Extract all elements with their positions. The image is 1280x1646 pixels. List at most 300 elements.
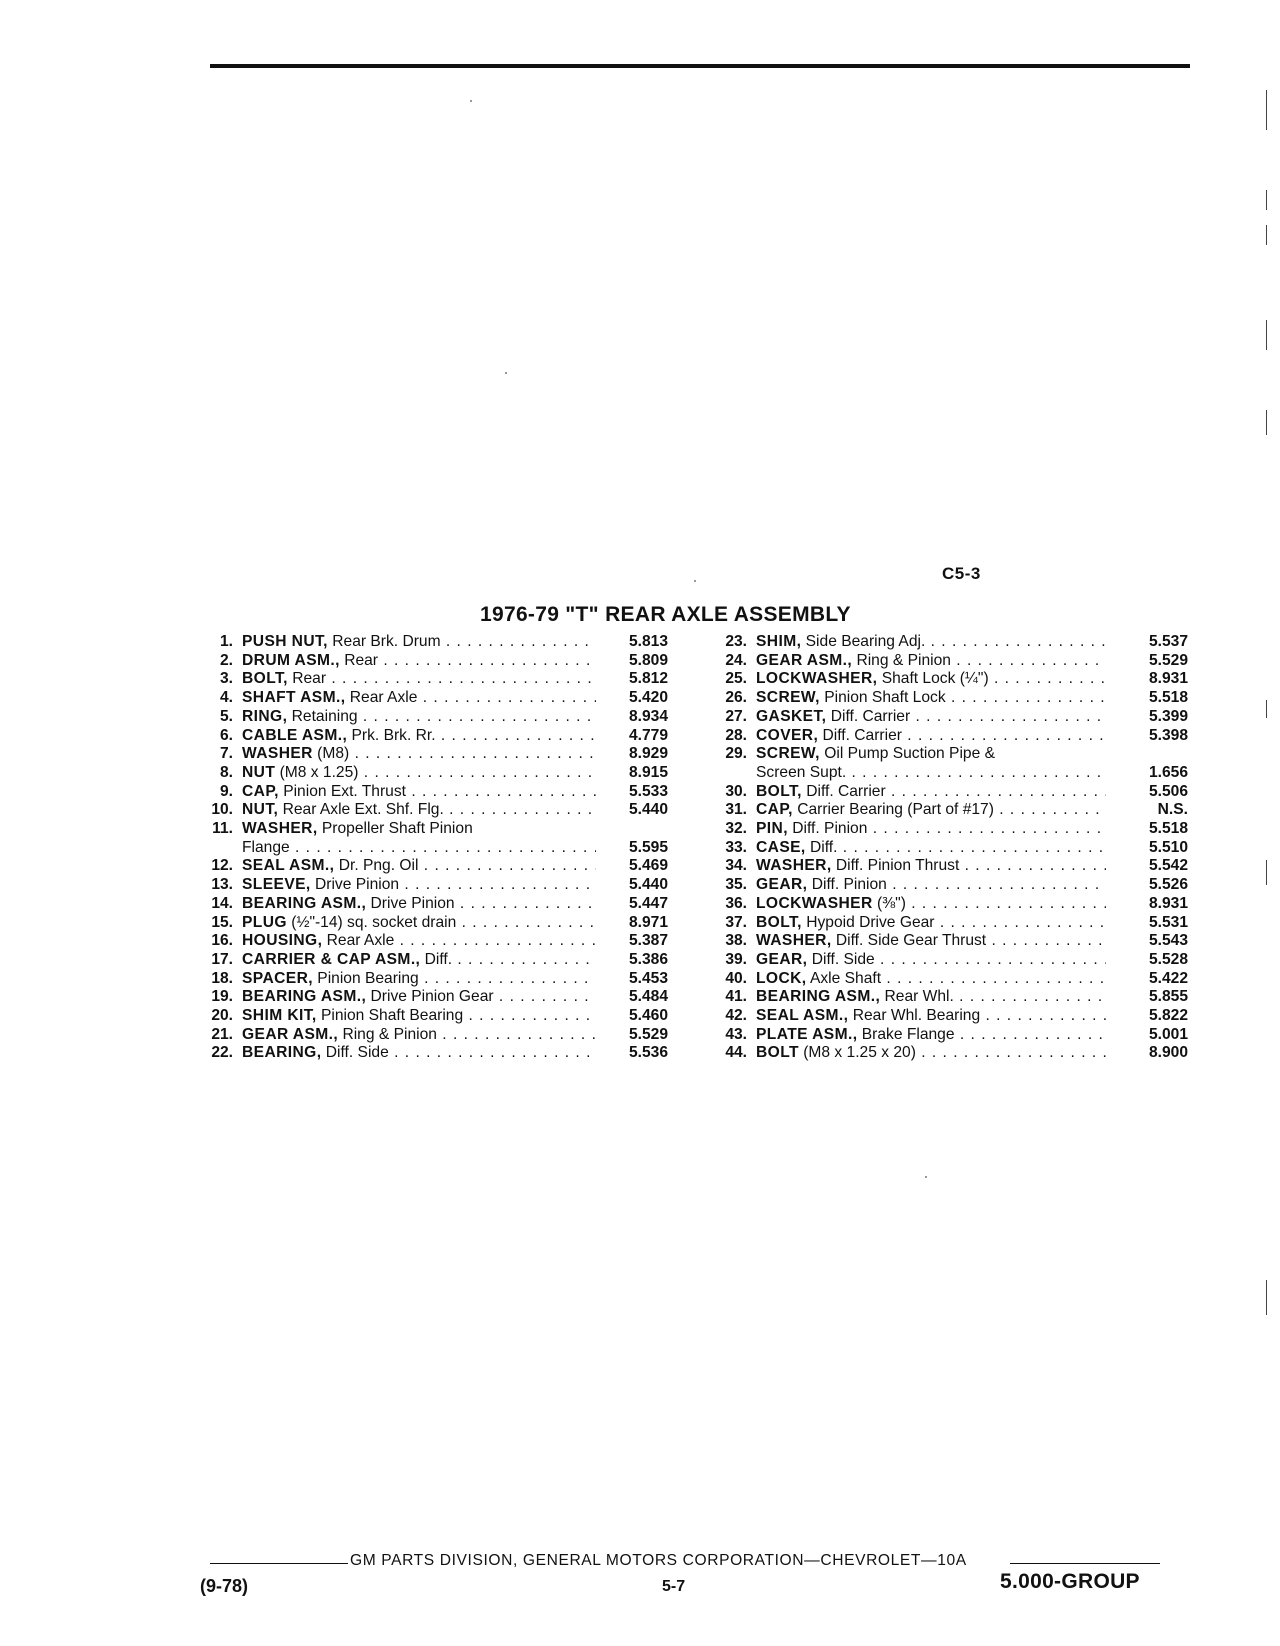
part-row [196,652,668,671]
leader-dots [994,801,1106,818]
part-row [710,876,1188,895]
group-number: 5.526 [1148,876,1188,894]
scan-speck [470,100,472,102]
parts-list-left [196,633,668,1063]
part-number: 16. [211,932,233,950]
part-name: BOLT [756,1044,799,1062]
part-name: CASE, [756,838,806,856]
part-number: 40. [725,969,747,987]
part-description [756,652,1106,671]
leader-dots [399,876,596,893]
part-name: WASHER, [242,820,318,838]
part-detail: Rear Whl. Bearing [848,1007,981,1025]
part-name: SEAL ASM., [242,857,335,875]
group-number: 5.595 [628,838,668,856]
part-description [242,839,596,858]
group-number: 5.529 [628,1025,668,1043]
part-description [756,708,1106,727]
part-detail: Shaft Lock (¼") [877,670,989,688]
group-number: 5.528 [1148,950,1188,968]
part-detail: Drive Pinion [366,894,455,912]
part-number: 7. [219,745,233,763]
part-description [756,727,1106,746]
group-number: 5.542 [1148,857,1188,875]
part-name: BEARING ASM., [242,988,367,1006]
group-number: 5.533 [628,782,668,800]
top-rule [210,64,1190,68]
part-description [242,689,596,708]
footer-credit: GM PARTS DIVISION, GENERAL MOTORS CORPORATION—CHEVROLET—10A [350,1552,967,1569]
part-name: WASHER, [756,857,832,875]
part-row [710,801,1188,820]
part-description [242,764,596,783]
part-detail: Axle Shaft [806,969,882,987]
part-name: SHIM KIT, [242,1007,317,1025]
leader-dots [394,932,596,949]
part-detail: Screen Supt. [756,763,847,781]
group-number: 8.934 [628,707,668,725]
scan-speck [694,580,696,582]
part-row [196,1007,668,1026]
part-row [196,1026,668,1045]
part-number: 12. [211,857,233,875]
part-detail: Rear [339,651,378,669]
part-name: BOLT, [242,670,288,688]
part-detail: Diff. Pinion Thrust [831,857,960,875]
part-name: GASKET, [756,707,827,725]
part-description [756,764,1106,783]
leader-dots [954,988,1106,1005]
part-row [710,633,1188,652]
part-row [196,633,668,652]
part-row [196,1044,668,1063]
leader-dots [875,951,1106,968]
leader-dots [951,652,1106,669]
part-detail: Diff. Carrier [801,782,886,800]
part-description [242,820,596,839]
leader-dots [881,970,1106,987]
part-detail: Rear Axle [322,932,395,950]
leader-dots [867,820,1106,837]
leader-dots [986,932,1106,949]
part-detail: Ring & Pinion [338,1025,437,1043]
page-title: 1976-79 "T" REAR AXLE ASSEMBLY [480,603,851,626]
scan-edge-mark [1266,700,1267,718]
part-description [242,1007,596,1026]
group-number: 5.855 [1148,988,1188,1006]
part-description [756,988,1106,1007]
group-number: 5.420 [628,689,668,707]
part-number: 35. [725,876,747,894]
leader-dots [349,745,596,762]
leader-dots [358,708,596,725]
part-name: NUT [242,763,276,781]
part-number: 41. [725,988,747,1006]
part-row [196,988,668,1007]
part-description [756,1007,1106,1026]
part-detail: Rear Whl. [880,988,954,1006]
part-description [242,745,596,764]
group-number: 8.931 [1148,670,1188,688]
part-description [756,801,1106,820]
part-detail: Oil Pump Suction Pipe & [819,745,996,763]
group-number: 5.398 [1148,726,1188,744]
part-description [242,951,596,970]
part-name: BEARING, [242,1044,322,1062]
group-number: 5.399 [1148,707,1188,725]
part-row [710,689,1188,708]
part-detail: (M8 x 1.25 x 20) [798,1044,916,1062]
part-description [756,633,1106,652]
leader-dots [906,895,1106,912]
part-number: 34. [725,857,747,875]
part-name: CARRIER & CAP ASM., [242,950,421,968]
group-number: 1.656 [1148,763,1188,781]
group-number: 5.536 [628,1044,668,1062]
leader-dots [494,988,596,1005]
part-number: 33. [725,838,747,856]
part-detail: Rear Brk. Drum [327,633,441,650]
part-name: CAP, [756,801,793,819]
part-number: 11. [212,820,233,838]
part-description [242,857,596,876]
part-number: 30. [725,782,747,800]
part-detail: Diff. Carrier [826,707,911,725]
scan-edge-mark [1266,190,1267,210]
part-detail: Pinion Shaft Bearing [316,1007,464,1025]
part-number: 39. [725,950,747,968]
group-number: 5.822 [1148,1007,1188,1025]
leader-dots [444,801,596,818]
part-detail: Diff. [420,950,453,968]
part-number: 8. [219,763,233,781]
part-name: WASHER [242,745,313,763]
group-number: 5.484 [628,988,668,1006]
part-row [710,670,1188,689]
part-row [710,1044,1188,1063]
part-description [756,876,1106,895]
group-number: 5.537 [1148,633,1188,650]
scan-edge-mark [1266,90,1267,130]
figure-code: C5-3 [942,564,981,583]
part-detail: (M8) [312,745,350,763]
part-number: 32. [725,820,747,838]
part-detail: Diff. Pinion [787,820,868,838]
part-detail: Retaining [287,707,358,725]
scan-edge-mark [1266,1280,1267,1315]
part-name: SCREW, [756,745,820,763]
part-name: SPACER, [242,969,313,987]
group-number: 5.529 [1148,651,1188,669]
part-name: DRUM ASM., [242,651,340,669]
part-row [196,839,668,858]
group-number: 5.422 [1148,969,1188,987]
part-description [242,1044,596,1063]
part-description [756,783,1106,802]
group-number: 5.387 [628,932,668,950]
part-row [710,970,1188,989]
group-number: 8.915 [628,763,668,781]
part-name: CAP, [242,782,279,800]
part-number: 5. [219,707,233,725]
part-detail: Drive Pinion Gear [366,988,494,1006]
part-number: 20. [211,1007,233,1025]
leader-dots [916,1044,1106,1061]
part-row [196,857,668,876]
part-name: GEAR, [756,950,808,968]
part-description [242,801,596,820]
part-detail: Diff. Side [321,1044,389,1062]
part-description [756,820,1106,839]
part-detail: Diff. Pinion [807,876,887,894]
part-number: 17. [211,950,233,968]
part-number: 3. [219,670,233,688]
part-row [196,876,668,895]
part-number: 15. [211,913,233,931]
part-row [196,708,668,727]
leader-dots [378,652,596,669]
footer-date-code: (9-78) [200,1576,249,1596]
part-name: GEAR ASM., [242,1025,339,1043]
part-detail: Diff. [805,838,838,856]
leader-dots [455,895,596,912]
leader-dots [902,727,1106,744]
group-number: 5.440 [628,801,668,819]
part-row [196,801,668,820]
part-row [710,839,1188,858]
part-row [710,914,1188,933]
group-number: 5.812 [628,670,668,688]
part-description [242,970,596,989]
part-description [756,895,1106,914]
part-detail: (M8 x 1.25) [275,763,359,781]
group-number: 5.506 [1148,782,1188,800]
part-row [710,951,1188,970]
part-description [756,745,1106,764]
leader-dots [419,970,596,987]
part-row [710,820,1188,839]
part-number: 14. [211,894,233,912]
part-name: PLATE ASM., [756,1025,858,1043]
group-number: 5.813 [628,633,668,650]
part-description [756,839,1106,858]
part-row [710,783,1188,802]
group-number: 8.971 [628,913,668,931]
part-name: BEARING ASM., [242,894,367,912]
part-row [196,932,668,951]
part-name: HOUSING, [242,932,323,950]
part-row [710,988,1188,1007]
part-name: PUSH NUT, [242,633,328,650]
part-description [756,951,1106,970]
part-detail: Ring & Pinion [852,651,951,669]
part-name: RING, [242,707,288,725]
leader-dots [326,670,596,687]
leader-dots [925,633,1106,650]
part-name: WASHER, [756,932,832,950]
scan-edge-mark [1266,860,1267,885]
part-number: 43. [725,1025,747,1043]
leader-dots [418,857,596,874]
part-row [710,745,1188,764]
part-description [756,970,1106,989]
part-number: 28. [725,726,747,744]
part-number: 27. [725,707,747,725]
leader-dots [955,1026,1106,1043]
part-name: LOCKWASHER, [756,670,878,688]
part-number: 38. [725,932,747,950]
leader-dots [437,1026,596,1043]
leader-dots [441,633,596,650]
part-detail: Drive Pinion [310,876,400,894]
part-number: 23. [725,633,747,650]
part-detail: Prk. Brk. Rr. [347,726,436,744]
part-row [196,951,668,970]
part-number: 37. [725,913,747,931]
part-name: LOCK, [756,969,807,987]
group-number: 5.469 [628,857,668,875]
leader-dots [980,1007,1106,1024]
part-detail: Pinion Ext. Thrust [278,782,406,800]
part-name: PLUG [242,913,287,931]
part-name: NUT, [242,801,279,819]
footer-group-label: 5.000-GROUP [1000,1570,1140,1593]
part-number: 10. [211,801,233,819]
part-detail: (½"-14) sq. socket drain [286,913,457,931]
part-row [196,727,668,746]
scan-speck [925,1176,927,1178]
part-name: SLEEVE, [242,876,311,894]
leader-dots [436,727,596,744]
part-number: 22. [211,1044,233,1062]
part-row [710,708,1188,727]
footer-page-number: 5-7 [662,1578,686,1595]
part-name: GEAR ASM., [756,651,853,669]
part-name: BOLT, [756,913,802,931]
part-row [710,764,1188,783]
scan-edge-mark [1266,320,1267,350]
part-row [710,1026,1188,1045]
leader-dots [910,708,1106,725]
part-detail: Rear Axle Ext. Shf. Flg. [278,801,444,819]
part-detail: Pinion Bearing [312,969,419,987]
part-name: CABLE ASM., [242,726,348,744]
group-number: 5.386 [628,950,668,968]
group-number: 5.543 [1148,932,1188,950]
part-detail: Rear [287,670,327,688]
part-detail: Carrier Bearing (Part of #17) [792,801,994,819]
part-row [196,895,668,914]
part-number: 13. [211,876,233,894]
part-number: 44. [725,1044,747,1062]
part-name: LOCKWASHER [756,894,873,912]
part-description [242,783,596,802]
part-number: 31. [725,801,747,819]
part-detail: Brake Flange [857,1025,955,1043]
leader-dots [989,670,1106,687]
part-row [196,745,668,764]
leader-dots [463,1007,596,1024]
part-row [710,652,1188,671]
part-detail: Hypoid Drive Gear [801,913,935,931]
part-row [196,970,668,989]
part-number: 29. [725,745,747,763]
part-description [242,914,596,933]
part-detail: Flange [242,838,290,856]
group-number: 5.440 [628,876,668,894]
part-description [242,727,596,746]
part-description [756,1044,1106,1063]
leader-dots [456,914,596,931]
group-number: 8.929 [628,745,668,763]
part-number: 24. [725,651,747,669]
part-row [196,914,668,933]
part-number: 1. [219,633,233,650]
part-number: 19. [211,988,233,1006]
group-number: 5.809 [628,651,668,669]
part-name: BEARING ASM., [756,988,881,1006]
part-description [756,857,1106,876]
part-detail: Pinion Shaft Lock [819,689,946,707]
scan-edge-mark [1266,225,1267,245]
group-number: 5.453 [628,969,668,987]
part-row [710,1007,1188,1026]
part-description [756,670,1106,689]
part-detail: Side Bearing Adj. [801,633,926,650]
leader-dots [934,914,1106,931]
part-row [196,764,668,783]
leader-dots [959,857,1106,874]
part-name: SHIM, [756,633,802,650]
part-row [196,820,668,839]
part-row [196,783,668,802]
group-number: 8.900 [1148,1044,1188,1062]
part-description [242,708,596,727]
scan-speck [505,372,507,374]
part-detail: (⅜") [872,894,906,912]
part-detail: Rear Axle [345,689,418,707]
part-number: 42. [725,1007,747,1025]
leader-dots [886,783,1106,800]
part-description [756,1026,1106,1045]
scan-edge-mark [1266,410,1267,435]
leader-dots [389,1044,596,1061]
part-detail: Diff. Carrier [818,726,902,744]
leader-dots [452,951,596,968]
footer-rule-right [1010,1563,1160,1564]
footer-rule-left [210,1563,348,1564]
part-row [196,689,668,708]
group-number: 5.518 [1148,689,1188,707]
part-row [710,727,1188,746]
leader-dots [406,783,596,800]
part-number: 4. [219,689,233,707]
part-number: 6. [219,726,233,744]
part-description [242,652,596,671]
leader-dots [837,839,1106,856]
group-number: N.S. [1157,801,1188,819]
group-number: 5.460 [628,1007,668,1025]
part-detail: Diff. Side Gear Thrust [831,932,987,950]
leader-dots [290,839,596,856]
part-description [242,895,596,914]
part-description [242,988,596,1007]
part-description [756,689,1106,708]
part-name: PIN, [756,820,788,838]
part-number: 2. [219,651,233,669]
group-number: 5.518 [1148,820,1188,838]
part-name: COVER, [756,726,819,744]
